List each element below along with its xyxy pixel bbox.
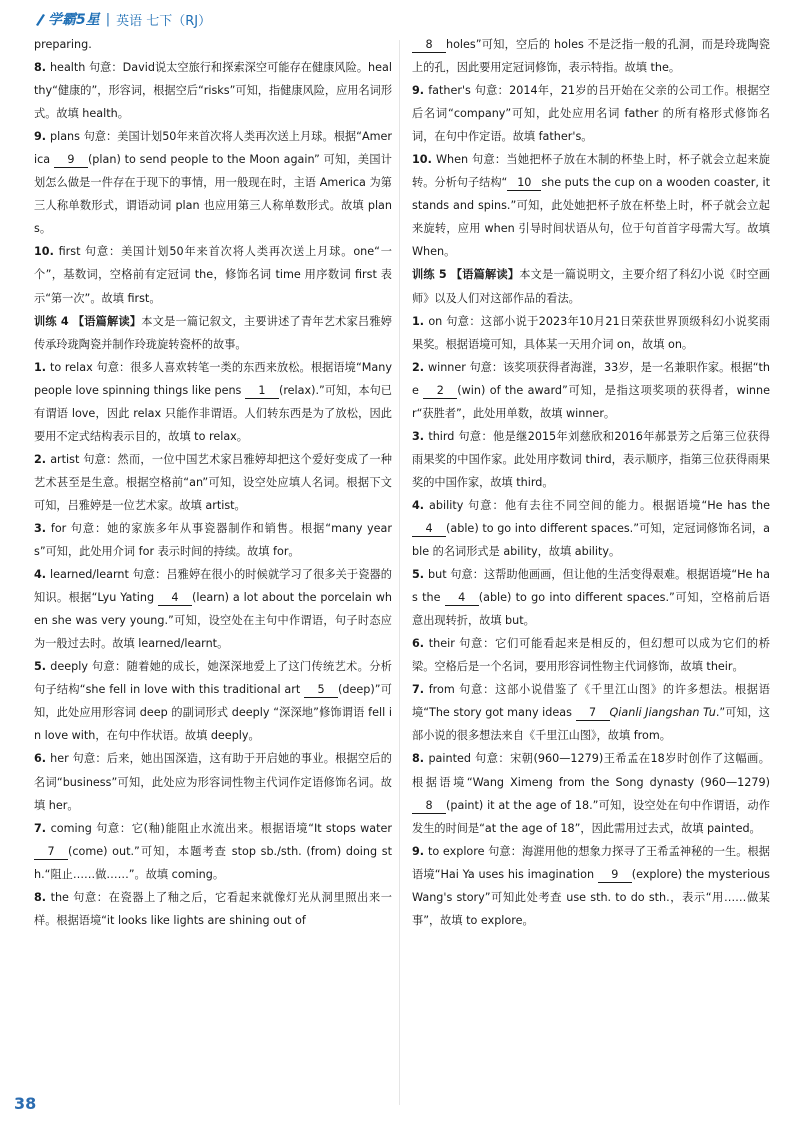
item-answer: to relax [50,360,97,374]
item-number: 3. [412,429,429,443]
item-answer: her [50,752,73,766]
item-answer: the [50,890,74,904]
item-number: 1. [34,360,51,374]
item-number: 8. [34,890,51,904]
answer-entry [34,655,392,747]
answer-entry [34,517,392,563]
answer-entry [34,356,392,448]
item-explanation-tail: (relax).”可知，本句已有谓语 love，因此 relax 只能作非谓语。人们转东西是为了放松，因此要用不定式结构表示目的，故填 to relax。 [34,383,392,443]
item-number: 5. [34,660,51,674]
fill-blank: 4 [158,591,192,606]
item-explanation: 句意：当她把杯子放在木制的杯垫上时，杯子就会立起来旋转。分析句子结构“ [412,153,770,190]
item-answer: from [428,683,460,697]
item-answer: first [58,245,85,259]
item-answer: learned/learnt [50,568,133,582]
item-number: 6. [34,752,51,766]
item-explanation: 句意：很多人喜欢转笔一类的东西来放松。根据语境“Many people love spinning things like pens [34,360,392,397]
item-number: 1. [412,314,429,328]
item-explanation: 句意：宋朝(960—1279)王希孟在18岁时创作了这幅画。根据语境“Wang Ximeng from the Song dynasty (960—1279) [412,752,770,789]
pen-icon [34,12,46,26]
answer-entry [412,79,770,148]
item-answer: father's [428,84,475,98]
fill-blank: 9 [54,153,88,168]
answer-entry [34,448,392,517]
item-answer: winner [427,360,470,374]
answer-entry [412,747,770,839]
item-explanation: 句意：他有去往不同空间的能力。根据语境“He has the [467,498,770,512]
item-explanation: 句意：这帮助他画画，但让他的生活变得艰难。根据语境“He has the [412,568,770,605]
item-number: 3. [34,521,51,535]
item-number: 10. [34,245,59,259]
answer-entry [34,563,392,655]
item-explanation-tail: (paint) it at the age of 18.”可知，设空处在句中作谓语，动作发生的时间是“at the age of 18”，因此需用过去式，故填 painted。 [412,798,770,835]
item-number: 6. [412,637,429,651]
item-number: 4. [34,568,51,582]
answer-entry [412,310,770,356]
fill-blank: 9 [598,868,632,883]
item-explanation: 句意：该奖项获得者海漄，33岁，是一名兼职作家。根据“the [412,360,770,397]
fill-blank: 8 [412,799,446,814]
item-answer: but [428,568,451,582]
answer-entry [34,33,392,56]
item-number: 9. [412,844,429,858]
fill-blank: 10 [507,176,541,191]
answer-entry [412,33,770,79]
item-answer: coming [50,821,97,835]
item-explanation: 句意：它(釉)能阻止水流出来。根据语境“It stops water [96,821,392,835]
item-number: 8. [34,61,50,75]
item-explanation: 句意：美国计划50年来首次将人类再次送上月球。根据“America [34,130,392,167]
italic-title: Qianli Jiangshan Tu [609,706,716,720]
section-heading [412,263,770,309]
fill-blank: 4 [412,522,446,537]
item-number: 9. [34,130,50,144]
item-number: 7. [412,683,429,697]
section-summary: 本文是一篇记叙文，主要讲述了青年艺术家吕雅婷传承玲珑陶瓷并制作玲珑旋转瓷杯的故事。 [34,314,392,351]
answer-entry [412,632,770,678]
item-explanation: 句意：然而，一位中国艺术家吕雅婷却把这个爱好变成了一种艺术甚至是生意。根据空格前“an”可知，设空处应填人名词。根据下文可知，吕雅婷是一位艺术家。故填 artist。 [34,452,392,512]
answer-entry [412,678,770,747]
answer-entry [34,817,392,886]
column-divider [399,40,400,1105]
right-column [412,33,770,932]
answer-entry [34,125,392,240]
page-number: 38 [14,1094,37,1113]
left-column [34,33,392,932]
item-number: 5. [412,568,428,582]
item-explanation: 句意：吕雅婷在很小的时候就学习了很多关于瓷器的知识。根据“Lyu Yating [34,568,392,605]
answer-entry [34,240,392,309]
item-number: 8. [412,752,429,766]
item-explanation: 句意：他是继2015年刘慈欣和2016年郝景芳之后第三位获得雨果奖的中国作家。此处用序数词 third，表示顺序，指第三位获得雨果奖的中国作家，故填 third。 [412,429,770,489]
item-explanation: 句意：David说太空旅行和探索深空可能存在健康风险。healthy“健康的”，形容词，根据空后“risks”可知，指健康风险，应用名词形式。故填 health。 [34,61,393,121]
fill-blank: 7 [34,845,68,860]
page-header [34,8,211,30]
fill-blank: 7 [576,706,610,721]
item-answer: artist [50,452,84,466]
item-explanation: 句意：它们可能看起来是相反的，但幻想可以成为它们的桥梁。空格后是一个名词，要用形容词性物主代词修饰，故填 their。 [412,637,770,674]
item-answer: When [436,153,472,167]
fill-blank: 5 [304,683,338,698]
brand-name: 学霸5星 [48,12,100,28]
answer-entry [412,494,770,563]
fill-blank: 1 [245,384,279,399]
answer-entry [412,356,770,425]
section-tag: 训练 5 【语篇解读】 [412,268,520,282]
fill-blank: 2 [423,384,457,399]
fill-blank: 8 [412,38,446,53]
item-explanation-end: .”可知，这部小说的很多想法来自《千里江山图》，故填 from。 [412,706,770,743]
brand-logo [34,9,100,29]
item-answer: to explore [428,844,489,858]
item-answer: for [50,521,71,535]
item-number: 10. [412,153,436,167]
item-explanation-tail: (win) of the award”可知，是指这项奖项的获得者，winner“获胜者”，此处用单数，故填 winner。 [412,383,770,420]
item-explanation: 句意：海漄用他的想象力探寻了王希孟神秘的一生。根据语境“Hai Ya uses his imagination [412,844,770,881]
fill-blank: 4 [445,591,479,606]
item-explanation-tail: (able) to go into different spaces.”可知，定冠词修饰名词，able 的名词形式是 ability，故填 ability。 [412,521,770,559]
header-separator: | [105,11,111,27]
item-answer: health [49,61,89,75]
item-explanation: 句意：在瓷器上了釉之后，它看起来就像灯光从洞里照出来一样。根据语境“it looks like lights are shining out of [34,890,392,927]
answer-entry [34,747,392,816]
item-number: 9. [412,84,429,98]
item-answer: ability [429,498,468,512]
item-explanation: 句意：这部小说借鉴了《千里江山图》的许多想法。根据语境“The story got many ideas [412,683,770,720]
item-explanation: 句意：美国计划50年来首次将人类再次送上月球。one“一个”，基数词，空格前有定冠词 the，修饰名词 time 用序数词 first 表示“第一次”。故填 first。 [34,245,392,305]
item-explanation-tail: (deep)”可知，此处应用形容词 deep 的副词形式 deeply “深深地”修饰谓语 fell in love with，在句中作状语。故填 deeply。 [34,683,392,743]
item-explanation: 句意：后来，她出国深造，这有助于开启她的事业。根据空后的名词“business”可知，此处应为形容词性物主代词作定语修饰名词。故填 her。 [34,752,392,812]
item-explanation-tail: she puts the cup on a wooden coaster, it stands and spins.”可知，此处她把杯子放在杯垫上时，杯子就会立起来旋转，应用 when 引导时间状语从句，位于句首首字母需大写。故填 When。 [412,176,770,259]
answer-entry [412,840,770,932]
item-explanation: 句意：2014年，21岁的吕开始在父亲的公司工作。根据空后名词“company”可知，此处应用名词 father 的所有格形式修饰名词，在句中作定语。故填 father's。 [412,84,770,144]
answer-entry [412,563,770,632]
item-explanation: 句意：这部小说于2023年10月21日荣获世界顶级科幻小说奖雨果奖。根据语境可知，具体某一天用介词 on，故填 on。 [412,314,770,351]
answer-entry [34,56,392,125]
item-answer: painted [428,752,476,766]
item-answer: their [428,637,460,651]
answer-entry [34,886,392,932]
section-summary: 本文是一篇说明文，主要介绍了科幻小说《时空画师》以及人们对这部作品的看法。 [412,268,770,305]
item-answer: on [428,314,447,328]
section-tag: 训练 4 【语篇解读】 [34,314,142,328]
answer-entry [412,148,770,263]
item-explanation-tail: (learn) a lot about the porcelain when she was very young.”可知，设空处在主句中作谓语，句子时态应为一般过去时。故填 learned/learnt。 [34,591,392,651]
course-title: 英语 七下（RJ） [116,13,212,29]
item-answer: third [428,429,459,443]
continued-text: preparing. [34,38,92,51]
item-answer: deeply [50,660,92,674]
item-explanation: 句意：随着她的成长，她深深地爱上了这门传统艺术。分析句子结构“she fell in love with this traditional art [34,660,392,697]
item-number: 2. [34,452,51,466]
item-explanation-tail: (explore) the mysterious Wang's story”可知此处考查 use sth. to do sth.，表示“用……做某事”，故填 to explore。 [412,867,770,927]
item-number: 7. [34,821,51,835]
item-answer: plans [49,130,84,144]
item-explanation-tail: (able) to go into different spaces.”可知，空格前后语意出现转折，故填 but。 [412,591,770,628]
item-explanation-tail: holes”可知，空后的 holes 不是泛指一般的孔洞，而是玲珑陶瓷上的孔，因此要用定冠词修饰，表示特指。故填 the。 [412,38,770,75]
item-number: 2. [412,360,428,374]
item-number: 4. [412,498,430,512]
item-explanation: 句意：她的家族多年从事瓷器制作和销售。根据“many years”可知，此处用介词 for 表示时间的持续。故填 for。 [34,521,392,559]
item-explanation-tail: (come) out.”可知，本题考查 stop sb./sth. (from) doing sth.“阻止……做……”。故填 coming。 [34,844,392,881]
item-explanation-tail: (plan) to send people to the Moon again” 可知，美国计划怎么做是一件存在于现下的事情，用一般现在时，主语 America 为第三人称单数形式，谓语动词 plan 也应用第三人称单数形式。故填 plans。 [34,153,392,236]
section-heading [34,310,392,356]
answer-entry [412,425,770,494]
